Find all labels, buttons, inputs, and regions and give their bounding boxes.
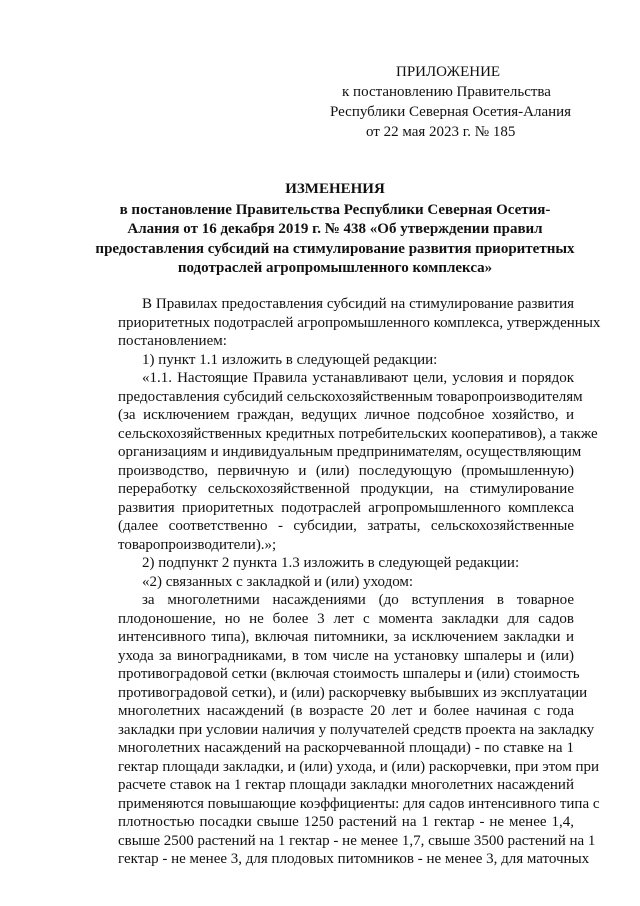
appendix-title: ПРИЛОЖЕНИЕ (396, 64, 501, 80)
body-line: свыше 2500 растений на 1 гектар - не менее 1,7, свыше 3500 растений на 1 (118, 832, 596, 849)
body-line: применяются повышающие коэффициенты: для садов интенсивного типа с (118, 795, 600, 812)
body-line: В Правилах предоставления субсидий на стимулирование развития (142, 296, 574, 312)
body-line: многолетних насаждений (в возрасте 20 лет и более начиная с года (118, 703, 574, 719)
body-line: сельскохозяйственных кредитных потребительских кооперативов), а также (118, 425, 598, 442)
body-line: закладки при условии наличия у получателей средств проекта на закладку (118, 721, 595, 738)
appendix-republic: Республики Северная Осетия-Алания (330, 104, 572, 120)
appendix-reference: к постановлению Правительства (342, 84, 551, 100)
heading-line: в постановление Правительства Республики Северная Осетия- (119, 201, 551, 218)
body-line: предоставления субсидий сельскохозяйственным товаропроизводителям (118, 388, 583, 405)
body-line: интенсивного типа), включая питомники, за исключением закладки и (118, 629, 574, 645)
document-title: ИЗМЕНЕНИЯ (285, 181, 385, 197)
heading-line: Алания от 16 декабря 2019 г. № 438 «Об утверждении правил (127, 221, 543, 237)
body-line: ухода за виноградниками, в том числе на установку шпалеры и (или) (118, 647, 574, 664)
document-body (118, 295, 601, 869)
document-heading (70, 180, 600, 279)
body-line: расчете ставок на 1 гектар площади закладки многолетних насаждений (118, 777, 574, 793)
body-line: товаропроизводители).»; (118, 536, 277, 553)
heading-line: предоставления субсидий на стимулирование развития приоритетных (95, 240, 575, 257)
body-line: развития приоритетных подотраслей агропромышленного комплекса (118, 499, 574, 516)
body-line: «2) связанных с закладкой и (или) уходом: (142, 573, 414, 590)
body-line: производство, первичную и (или) последующую (промышленную) (118, 462, 574, 479)
appendix-header (330, 62, 571, 142)
body-line: (за исключением граждан, ведущих личное подсобное хозяйство, и (118, 407, 574, 423)
body-line: «1.1. Настоящие Правила устанавливают цели, условия и порядок (142, 370, 574, 386)
body-line: (далее соответственно - субсидии, затраты, сельскохозяйственные (118, 518, 574, 534)
body-line: плодоношение, но не более 3 лет с момента закладки для садов (118, 610, 574, 627)
body-line: 1) пункт 1.1 изложить в следующей редакции: (142, 351, 438, 368)
body-line: постановлением: (118, 333, 227, 349)
heading-line: подотраслей агропромышленного комплекса» (177, 260, 493, 276)
body-line: гектар площади закладки, и (или) ухода, и (или) раскорчевки, при этом при (118, 758, 600, 775)
body-line: приоритетных подотраслей агропромышленного комплекса, утвержденных (118, 314, 601, 331)
body-line: переработку сельскохозяйственной продукции, на стимулирование (118, 481, 574, 497)
body-line: многолетних насаждений на раскорчеванной площади) - по ставке на 1 (118, 740, 574, 756)
body-line: противоградовой сетки (включая стоимость шпалеры и (или) стоимость (118, 666, 580, 682)
appendix-date-number: от 22 мая 2023 г. № 185 (366, 124, 516, 140)
body-line: организациям и индивидуальным предпринимателям, осуществляющим (118, 444, 582, 460)
body-line: за многолетними насаждениями (до вступления в товарное (142, 592, 574, 608)
body-line: гектар - не менее 3, для плодовых питомников - не менее 3, для маточных (118, 851, 590, 867)
body-line: плотностью посадки свыше 1250 растений на 1 гектар - не менее 1,4, (118, 814, 574, 830)
body-line: противоградовой сетки), и (или) раскорчевку выбывших из эксплуатации (118, 684, 588, 701)
body-line: 2) подпункт 2 пункта 1.3 изложить в следующей редакции: (142, 555, 520, 571)
